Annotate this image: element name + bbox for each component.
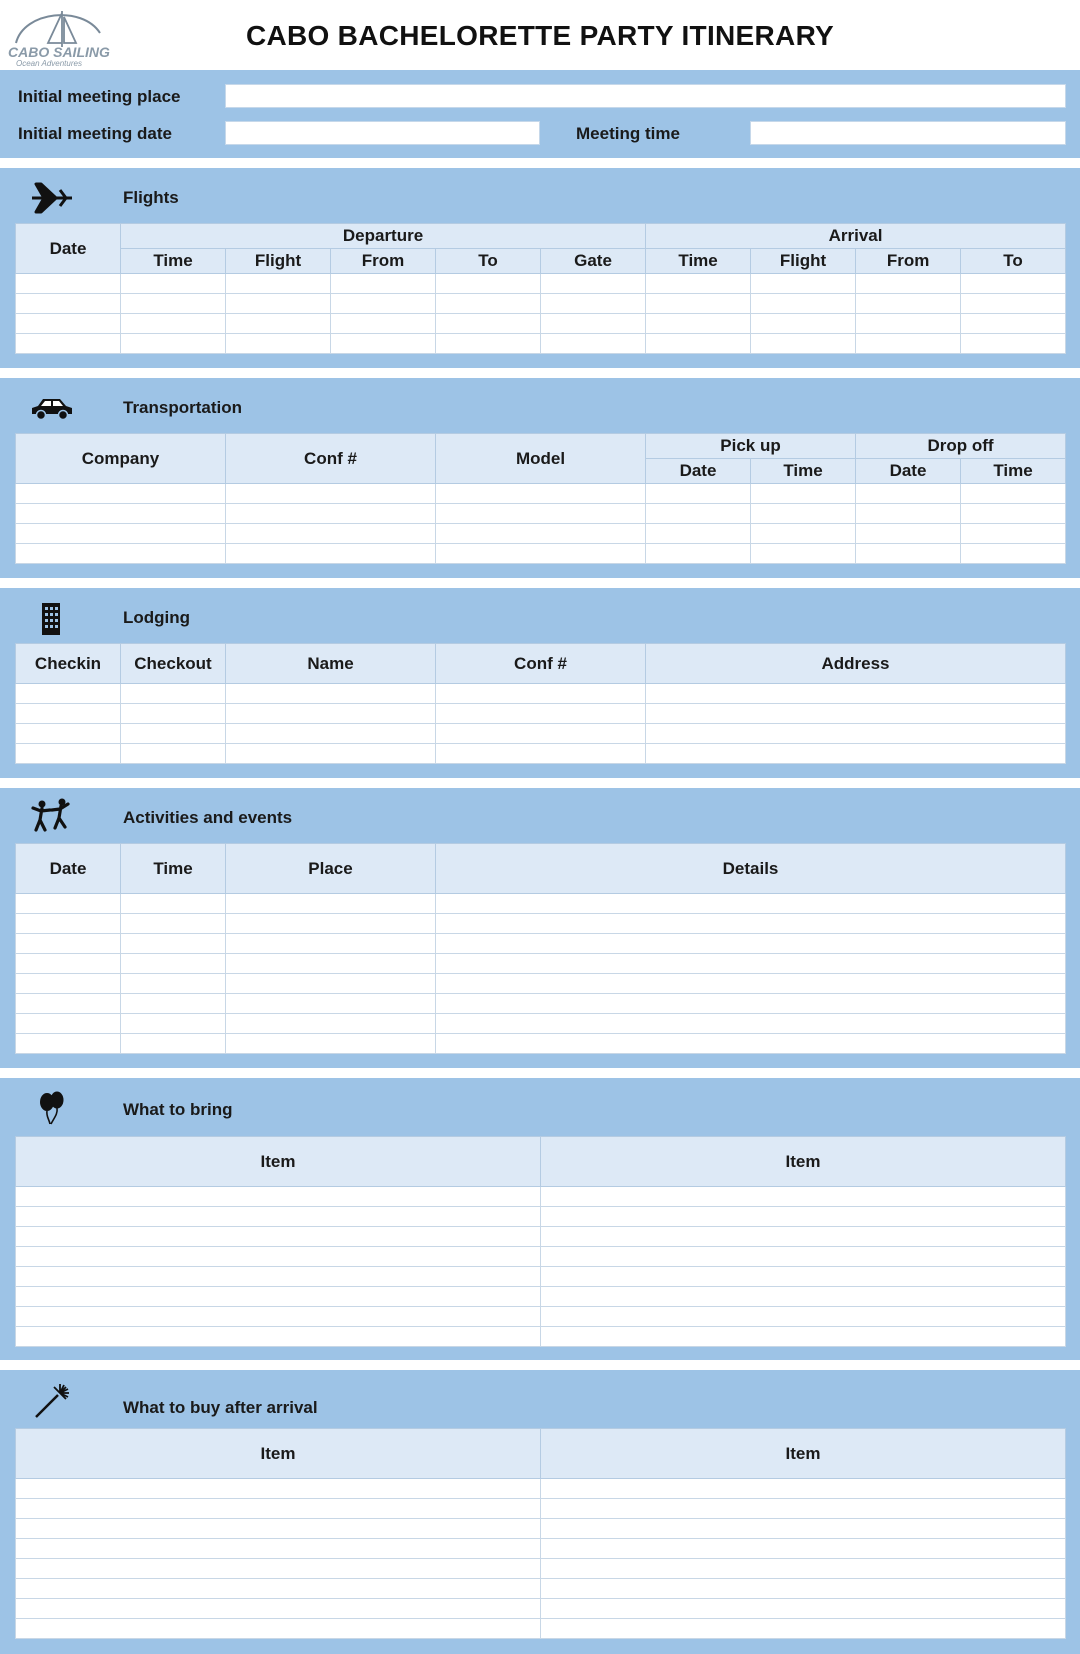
table-row (16, 684, 1066, 704)
table-cell[interactable] (226, 934, 436, 954)
pickup-date-header: Date (646, 459, 751, 484)
table-cell[interactable] (646, 314, 751, 334)
flights-departure-header: Departure (121, 224, 646, 249)
table-row (16, 1559, 1066, 1579)
table-cell[interactable] (121, 1014, 226, 1034)
table-cell[interactable] (541, 1207, 1066, 1227)
table-cell[interactable] (541, 294, 646, 314)
table-row (16, 704, 1066, 724)
checkin-header: Checkin (16, 644, 121, 684)
table-cell[interactable] (856, 524, 961, 544)
table-row (16, 994, 1066, 1014)
table-cell[interactable] (16, 1014, 121, 1034)
table-row (16, 544, 1066, 564)
table-cell[interactable] (226, 274, 331, 294)
departure-from-header: From (331, 249, 436, 274)
table-cell[interactable] (541, 1227, 1066, 1247)
table-cell[interactable] (121, 724, 226, 744)
conf-header: Conf # (436, 644, 646, 684)
bring-item-header: Item (16, 1137, 541, 1187)
table-cell[interactable] (856, 274, 961, 294)
page-title: CABO BACHELORETTE PARTY ITINERARY (245, 20, 835, 51)
table-cell[interactable] (961, 334, 1066, 354)
table-cell[interactable] (436, 1034, 1066, 1054)
section-gap (0, 1068, 1080, 1078)
table-row (16, 524, 1066, 544)
dropoff-header: Drop off (856, 434, 1066, 459)
table-cell[interactable] (751, 334, 856, 354)
table-cell[interactable] (436, 524, 646, 544)
table-row (16, 974, 1066, 994)
table-cell[interactable] (16, 314, 121, 334)
table-row (16, 1499, 1066, 1519)
table-cell[interactable] (226, 724, 436, 744)
section-gap (0, 578, 1080, 588)
table-cell[interactable] (541, 1287, 1066, 1307)
flights-title: Flights (123, 188, 179, 207)
model-header: Model (436, 434, 646, 484)
table-cell[interactable] (16, 1267, 541, 1287)
flights-section (0, 168, 1080, 368)
table-cell[interactable] (436, 994, 1066, 1014)
pickup-time-header: Time (751, 459, 856, 484)
activities-table (15, 843, 1066, 1054)
activities-section (0, 788, 1080, 1068)
table-cell[interactable] (541, 1267, 1066, 1287)
table-cell[interactable] (121, 294, 226, 314)
table-cell[interactable] (646, 684, 1066, 704)
table-cell[interactable] (16, 994, 121, 1014)
table-cell[interactable] (16, 294, 121, 314)
meeting-place-label: Initial meeting place (18, 87, 181, 106)
activity-time-header: Time (121, 844, 226, 894)
table-cell[interactable] (121, 994, 226, 1014)
table-cell[interactable] (16, 1539, 541, 1559)
name-header: Name (226, 644, 436, 684)
table-cell[interactable] (16, 1499, 541, 1519)
table-cell[interactable] (541, 1327, 1066, 1347)
table-row (16, 1539, 1066, 1559)
table-cell[interactable] (541, 1499, 1066, 1519)
table-cell[interactable] (16, 724, 121, 744)
table-cell[interactable] (436, 744, 646, 764)
table-row (16, 1579, 1066, 1599)
table-cell[interactable] (121, 684, 226, 704)
flights-table (15, 223, 1066, 354)
table-cell[interactable] (436, 684, 646, 704)
table-cell[interactable] (16, 744, 121, 764)
table-cell[interactable] (16, 274, 121, 294)
table-cell[interactable] (961, 294, 1066, 314)
buy-table (15, 1428, 1066, 1639)
table-cell[interactable] (541, 1539, 1066, 1559)
table-cell[interactable] (226, 684, 436, 704)
table-cell[interactable] (856, 484, 961, 504)
table-cell[interactable] (436, 294, 541, 314)
table-cell[interactable] (226, 914, 436, 934)
table-row (16, 1267, 1066, 1287)
table-cell[interactable] (16, 1247, 541, 1267)
table-cell[interactable] (436, 334, 541, 354)
lodging-title: Lodging (123, 608, 191, 627)
table-cell[interactable] (226, 894, 436, 914)
table-row (16, 1287, 1066, 1307)
table-cell[interactable] (436, 1014, 1066, 1034)
checkout-header: Checkout (121, 644, 226, 684)
table-cell[interactable] (436, 934, 1066, 954)
departure-flight-header: Flight (226, 249, 331, 274)
table-row (16, 484, 1066, 504)
table-cell[interactable] (436, 704, 646, 724)
page-header (0, 0, 1080, 70)
section-gap (0, 368, 1080, 378)
table-cell[interactable] (16, 1579, 541, 1599)
buy-section (0, 1370, 1080, 1654)
table-row (16, 1247, 1066, 1267)
table-cell[interactable] (121, 934, 226, 954)
table-row (16, 934, 1066, 954)
table-cell[interactable] (436, 894, 1066, 914)
transportation-section (0, 378, 1080, 578)
table-cell[interactable] (331, 274, 436, 294)
meeting-time-field[interactable] (750, 121, 1066, 145)
table-row (16, 1014, 1066, 1034)
table-cell[interactable] (121, 334, 226, 354)
table-cell[interactable] (16, 1619, 541, 1639)
section-gap (0, 778, 1080, 788)
conf-header: Conf # (226, 434, 436, 484)
activities-title: Activities and events (123, 808, 293, 827)
table-cell[interactable] (121, 704, 226, 724)
table-cell[interactable] (751, 524, 856, 544)
table-cell[interactable] (541, 314, 646, 334)
table-cell[interactable] (436, 954, 1066, 974)
table-cell[interactable] (751, 314, 856, 334)
meeting-time-label: Meeting time (576, 124, 680, 143)
table-cell[interactable] (856, 334, 961, 354)
table-cell[interactable] (121, 274, 226, 294)
table-row (16, 314, 1066, 334)
table-cell[interactable] (436, 274, 541, 294)
table-cell[interactable] (331, 334, 436, 354)
arrival-from-header: From (856, 249, 961, 274)
table-cell[interactable] (226, 294, 331, 314)
table-cell[interactable] (646, 524, 751, 544)
dropoff-date-header: Date (856, 459, 961, 484)
section-gap (0, 158, 1080, 168)
table-cell[interactable] (646, 484, 751, 504)
table-cell[interactable] (961, 504, 1066, 524)
departure-to-header: To (436, 249, 541, 274)
table-cell[interactable] (226, 524, 436, 544)
table-cell[interactable] (16, 544, 226, 564)
arrival-flight-header: Flight (751, 249, 856, 274)
table-cell[interactable] (856, 314, 961, 334)
table-cell[interactable] (121, 1034, 226, 1054)
table-cell[interactable] (331, 314, 436, 334)
table-row (16, 504, 1066, 524)
table-cell[interactable] (16, 954, 121, 974)
buy-item-header-2: Item (541, 1429, 1066, 1479)
section-gap (0, 1360, 1080, 1370)
table-row (16, 294, 1066, 314)
table-cell[interactable] (541, 1559, 1066, 1579)
table-cell[interactable] (16, 704, 121, 724)
table-row (16, 1479, 1066, 1499)
table-cell[interactable] (646, 704, 1066, 724)
table-cell[interactable] (16, 1519, 541, 1539)
table-cell[interactable] (16, 684, 121, 704)
table-cell[interactable] (646, 334, 751, 354)
table-cell[interactable] (16, 1287, 541, 1307)
meeting-place-field[interactable] (225, 84, 1066, 108)
table-cell[interactable] (436, 314, 541, 334)
bring-item-header-2: Item (541, 1137, 1066, 1187)
dropoff-time-header: Time (961, 459, 1066, 484)
table-cell[interactable] (856, 544, 961, 564)
table-cell[interactable] (16, 334, 121, 354)
meeting-date-field[interactable] (225, 121, 540, 145)
table-cell[interactable] (16, 1227, 541, 1247)
departure-gate-header: Gate (541, 249, 646, 274)
table-cell[interactable] (331, 294, 436, 314)
lodging-table (15, 643, 1066, 764)
table-cell[interactable] (646, 294, 751, 314)
balloons-icon (28, 1088, 76, 1128)
activity-details-header: Details (436, 844, 1066, 894)
buy-item-header: Item (16, 1429, 541, 1479)
activity-date-header: Date (16, 844, 121, 894)
departure-time-header: Time (121, 249, 226, 274)
table-cell[interactable] (541, 1307, 1066, 1327)
table-row (16, 1519, 1066, 1539)
table-cell[interactable] (16, 1307, 541, 1327)
table-row (16, 724, 1066, 744)
table-cell[interactable] (436, 974, 1066, 994)
table-row (16, 1327, 1066, 1347)
table-cell[interactable] (121, 974, 226, 994)
table-cell[interactable] (226, 484, 436, 504)
table-cell[interactable] (121, 954, 226, 974)
arrival-to-header: To (961, 249, 1066, 274)
table-cell[interactable] (646, 744, 1066, 764)
meeting-date-label: Initial meeting date (18, 124, 172, 143)
table-cell[interactable] (226, 1034, 436, 1054)
table-cell[interactable] (16, 1327, 541, 1347)
table-cell[interactable] (226, 954, 436, 974)
table-cell[interactable] (121, 894, 226, 914)
table-cell[interactable] (226, 334, 331, 354)
table-cell[interactable] (121, 914, 226, 934)
table-cell[interactable] (16, 1187, 541, 1207)
table-cell[interactable] (541, 274, 646, 294)
table-cell[interactable] (16, 484, 226, 504)
table-cell[interactable] (541, 1247, 1066, 1267)
table-cell[interactable] (541, 1187, 1066, 1207)
table-cell[interactable] (226, 314, 331, 334)
flights-arrival-header: Arrival (646, 224, 1066, 249)
table-cell[interactable] (646, 544, 751, 564)
sparkler-icon (28, 1381, 76, 1421)
table-cell[interactable] (541, 1599, 1066, 1619)
car-icon (28, 388, 76, 428)
table-row (16, 1187, 1066, 1207)
table-cell[interactable] (961, 274, 1066, 294)
table-cell[interactable] (541, 334, 646, 354)
transportation-table (15, 433, 1066, 564)
table-row (16, 744, 1066, 764)
table-cell[interactable] (121, 744, 226, 764)
table-cell[interactable] (16, 894, 121, 914)
table-cell[interactable] (16, 1599, 541, 1619)
table-cell[interactable] (541, 1579, 1066, 1599)
lodging-section (0, 588, 1080, 778)
table-cell[interactable] (226, 504, 436, 524)
table-cell[interactable] (16, 504, 226, 524)
table-row (16, 954, 1066, 974)
table-cell[interactable] (751, 274, 856, 294)
table-cell[interactable] (226, 704, 436, 724)
flights-date-header: Date (16, 224, 121, 274)
table-cell[interactable] (646, 724, 1066, 744)
table-cell[interactable] (226, 544, 436, 564)
table-cell[interactable] (16, 974, 121, 994)
table-cell[interactable] (16, 524, 226, 544)
table-row (16, 894, 1066, 914)
table-cell[interactable] (16, 914, 121, 934)
table-cell[interactable] (436, 914, 1066, 934)
address-header: Address (646, 644, 1066, 684)
table-row (16, 1227, 1066, 1247)
bring-table (15, 1136, 1066, 1347)
arrival-time-header: Time (646, 249, 751, 274)
table-cell[interactable] (961, 544, 1066, 564)
table-row (16, 1307, 1066, 1327)
table-cell[interactable] (646, 504, 751, 524)
table-cell[interactable] (961, 484, 1066, 504)
table-cell[interactable] (16, 1034, 121, 1054)
table-cell[interactable] (436, 724, 646, 744)
svg-text:Ocean Adventures: Ocean Adventures (16, 59, 82, 67)
table-cell[interactable] (541, 1519, 1066, 1539)
table-cell[interactable] (121, 314, 226, 334)
activity-place-header: Place (226, 844, 436, 894)
table-row (16, 1619, 1066, 1639)
bring-section (0, 1078, 1080, 1360)
table-cell[interactable] (751, 504, 856, 524)
table-cell[interactable] (16, 1559, 541, 1579)
table-cell[interactable] (436, 484, 646, 504)
table-row (16, 914, 1066, 934)
table-cell[interactable] (16, 1479, 541, 1499)
table-cell[interactable] (226, 1014, 436, 1034)
table-cell[interactable] (226, 744, 436, 764)
table-row (16, 1207, 1066, 1227)
table-cell[interactable] (961, 314, 1066, 334)
table-row (16, 1599, 1066, 1619)
pickup-header: Pick up (646, 434, 856, 459)
table-cell[interactable] (856, 294, 961, 314)
meeting-band (0, 70, 1080, 158)
buy-title: What to buy after arrival (123, 1398, 318, 1417)
company-header: Company (16, 434, 226, 484)
table-cell[interactable] (751, 294, 856, 314)
table-cell[interactable] (16, 1207, 541, 1227)
table-cell[interactable] (646, 274, 751, 294)
table-cell[interactable] (436, 544, 646, 564)
dancing-people-icon (28, 796, 76, 836)
table-row (16, 334, 1066, 354)
table-cell[interactable] (16, 934, 121, 954)
table-cell[interactable] (751, 544, 856, 564)
table-cell[interactable] (226, 974, 436, 994)
svg-text:CABO SAILING: CABO SAILING (8, 44, 110, 60)
table-cell[interactable] (541, 1619, 1066, 1639)
table-row (16, 274, 1066, 294)
table-cell[interactable] (541, 1479, 1066, 1499)
bring-title: What to bring (123, 1100, 233, 1119)
airplane-icon (28, 178, 76, 218)
building-icon (28, 599, 76, 639)
table-cell[interactable] (436, 504, 646, 524)
transportation-title: Transportation (123, 398, 243, 417)
table-cell[interactable] (226, 994, 436, 1014)
table-cell[interactable] (961, 524, 1066, 544)
table-cell[interactable] (751, 484, 856, 504)
table-row (16, 1034, 1066, 1054)
table-cell[interactable] (856, 504, 961, 524)
